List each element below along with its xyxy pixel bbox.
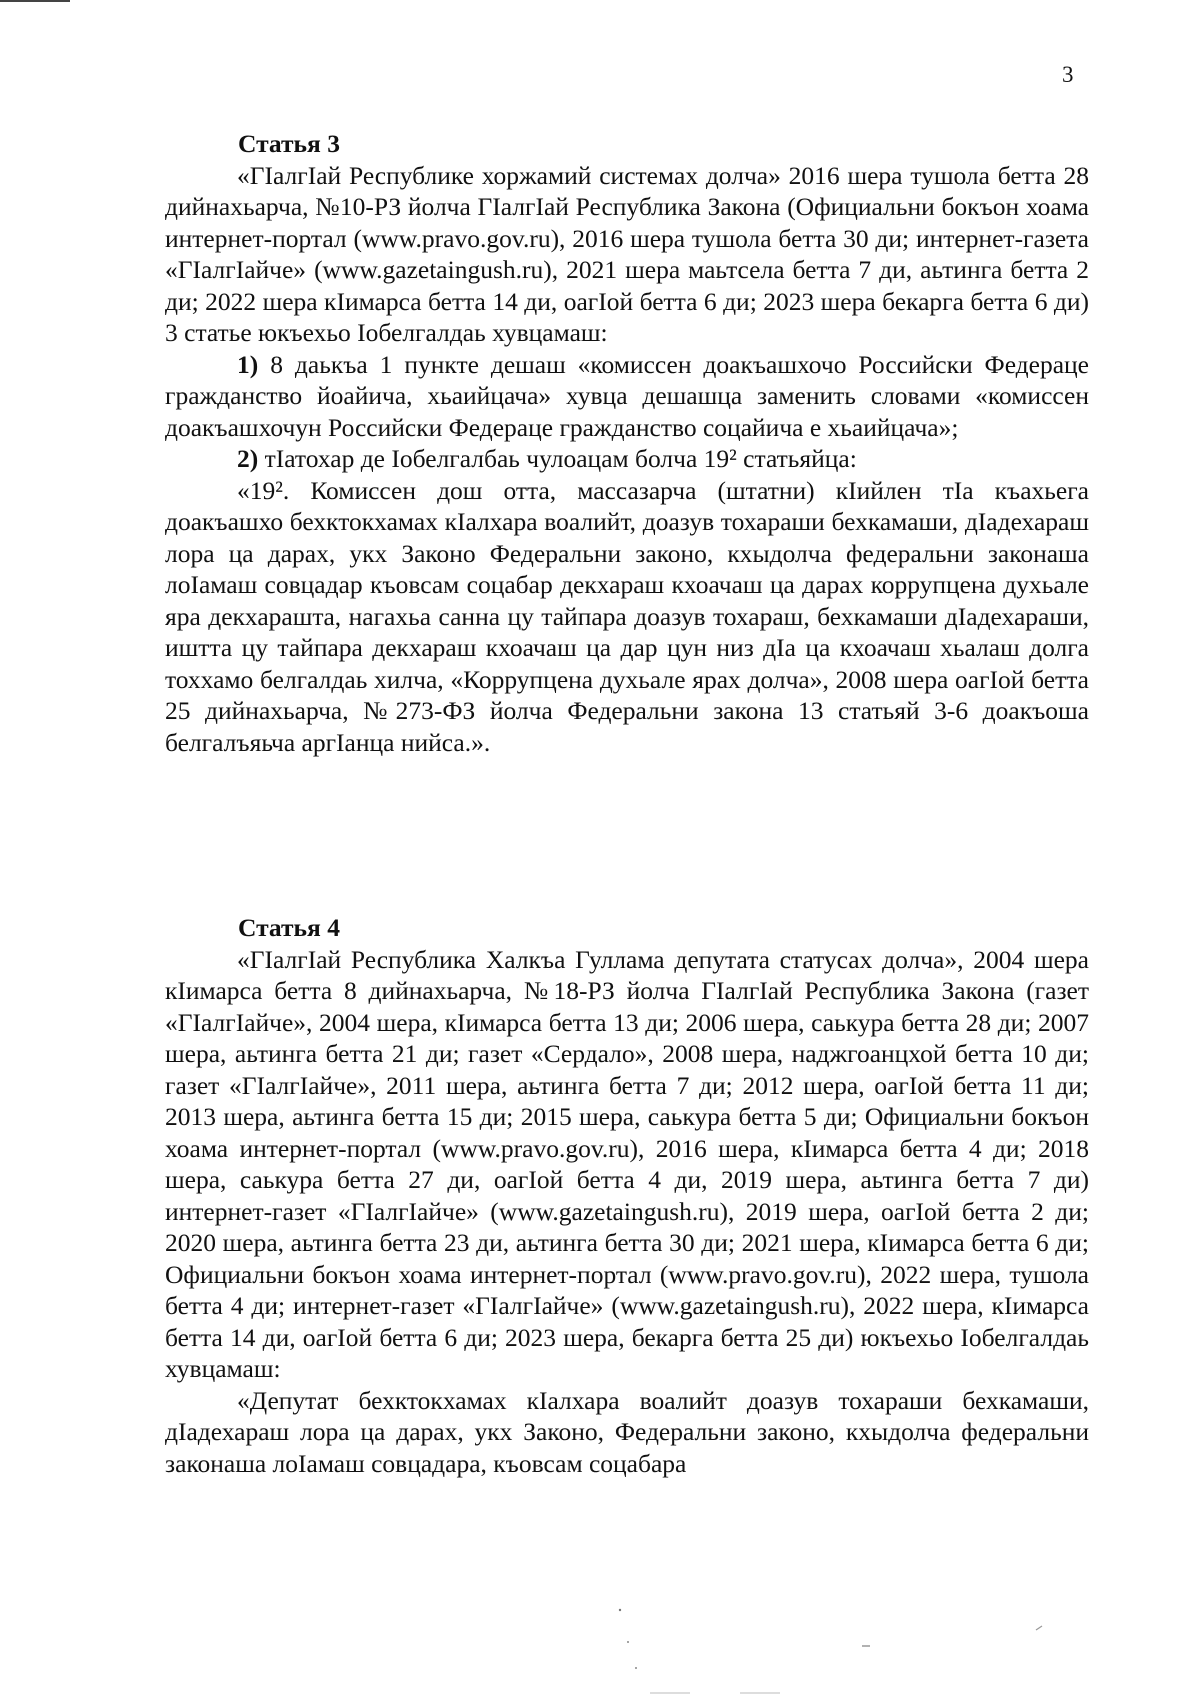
article-3-item-2 bbox=[165, 443, 1089, 475]
page-number: 3 bbox=[1062, 62, 1074, 87]
article-3-item-1 bbox=[165, 349, 1089, 444]
article-4 bbox=[165, 912, 1089, 1479]
item-2-text: тIатохар де Iобелгалбаь чулоацам болча 19² статьяйца: bbox=[264, 444, 857, 473]
article-4-title: Статья 4 bbox=[238, 913, 340, 942]
article-4-quote: «Депутат бехктокхамах кIалхара воалийт доазув тохараши бехкамаши, дIадехараш лора ца дарах, укх Законо, Федеральни законо, кхыдолча федеральни законаша лоIамаш совцадара, къовсам соцабара bbox=[165, 1385, 1089, 1478]
item-1-text: 8 даькъа 1 пункте дешаш «комиссен доакъашхочо Российски Федераце гражданство йоайича, хьаийцача» хувца дешашца заменить словами «комиссен доакъашхочун Российски Федераце гражданство соцайича е хьаийцача»; bbox=[165, 349, 1089, 442]
article-3 bbox=[165, 128, 1089, 758]
scan-edge-mark bbox=[0, 0, 70, 2]
article-3-quote: «19². Комиссен дош отта, массазарча (штатни) кIийлен тIа къахьега доакъашхо бехктокхамах кIалхара воалийт, доазув тохараши бехкамаши, дIадехараш лора ца дарах, укх Законо Федеральни законо, кхыдолча федеральни законаша лоIамаш совцадар къовсам соцабар декхараш кхоачаш ца дарах коррупцена духьале яра декхараштa, нагахьа санна цу тайпара доазув тохараш, бехкамаши дIадехараши, иштта цу тайпара декхараш кхоачаш ца дар цун низ дIа ца кхоачаш хьалаш долга тоххамо белгалдаь хилча, «Коррупцена духьале ярах долча», 2008 шера оагIой бетта 25 дийнахьарча, №273-ФЗ йолча Федеральни закона 13 статьяй 3-6 доакъоша белгалъяьча аргIанца нийса.». bbox=[165, 475, 1089, 757]
item-2-number: 2) bbox=[237, 444, 259, 473]
item-1-number: 1) bbox=[237, 349, 259, 379]
article-3-title: Статья 3 bbox=[238, 129, 340, 158]
article-4-intro: «ГIалгIай Республика Халкъа Гуллама депутата статусах долча», 2004 шера кIимарса бетта 8 дийнахьарча, №18-РЗ йолча ГIалгIай Республика Закона (газет «ГIалгIайче», 2004 шера, кIимарса бетта 13 ди; 2006 шера, саькура бетта 28 ди; 2007 шера, аьтинга бетта 21 ди; газет «Сердало», 2008 шера, наджгоанцхой бетта 10 ди; газет «ГIалгIайче», 2011 шера, аьтинга бетта 7 ди; 2012 шера, оагIой бетта 11 ди; 2013 шера, аьтинга бетта 15 ди; 2015 шера, саькура бетта 5 ди; Официальни бокъон хоама интернет-портал (www.pravo.gov.ru), 2016 шера, кIимарса бетта 4 ди; 2018 шера, саькура бетта 27 ди, оагIой бетта 4 ди, 2019 шера, аьтинга бетта 7 ди) интернет-газет «ГIалгIайче» (www.gazetaingush.ru), 2019 шера, оагIой бетта 2 ди; 2020 шера, аьтинга бетта 23 ди, аьтинга бетта 30 ди; 2021 шера, кIимарса бетта 6 ди; Официальни бокъон хоама интернет-портал (www.pravo.gov.ru), 2022 шера, тушола бетта 4 ди; интернет-газет «ГIалгIайче» (www.gazetaingush.ru), 2022 шера, кIимарса бетта 14 ди, оагIой бетта 6 ди; 2023 шера, бекарга бетта 25 ди) юкъехьо Iобелгалдаь хувцамаш: bbox=[165, 944, 1089, 1383]
article-3-intro: «ГIалгIай Республике хоржамий системах долча» 2016 шера тушола бетта 28 дийнахьарча, №10-РЗ йолча ГIалгIай Республика Закона (Официальни бокъон хоама интернет-портал (www.pravo.gov.ru), 2016 шера тушола бетта 30 ди; интернет-газета «ГIалгIайче» (www.gazetaingush.ru), 2021 шера маьтсела бетта 7 ди, аьтинга бетта 2 ди; 2022 шера кIимарса бетта 14 ди, оагIой бетта 6 ди; 2023 шера бекарга бетта 6 ди) 3 статье юкъехьо Iобелгалдаь хувцамаш: bbox=[165, 160, 1089, 347]
